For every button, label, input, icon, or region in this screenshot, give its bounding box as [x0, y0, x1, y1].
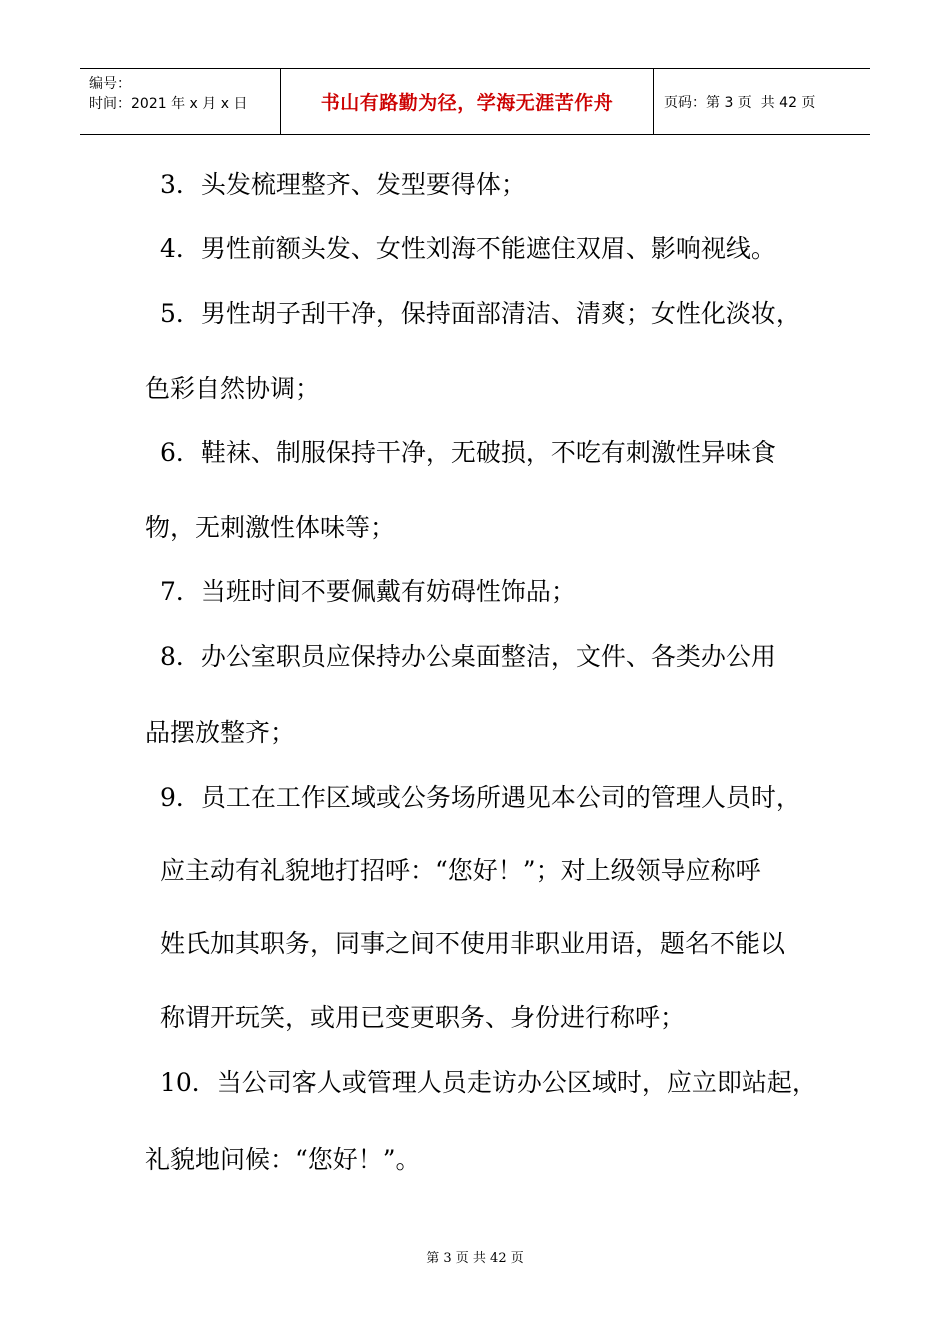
paragraph-line: 礼貌地问候：“您好！”。	[145, 1145, 421, 1174]
header-page-info	[654, 69, 870, 134]
paragraph-line: 4．男性前额头发、女性刘海不能遮住双眉、影响视线。	[160, 234, 776, 263]
paragraph-line: 品摆放整齐；	[145, 718, 296, 747]
paragraph-line: 物，无刺激性体味等；	[145, 513, 396, 542]
page-footer	[0, 1247, 950, 1266]
footer-page-number: 第 3 页 共 42 页	[426, 1251, 524, 1266]
paragraph-line: 姓氏加其职务，同事之间不使用非职业用语，题名不能以	[160, 929, 786, 958]
page-header	[80, 68, 870, 135]
paragraph-line: 7．当班时间不要佩戴有妨碍性饰品；	[160, 577, 576, 606]
paragraph-line: 色彩自然协调；	[145, 374, 321, 403]
paragraph-line: 10．当公司客人或管理人员走访办公区域时，应立即站起，	[160, 1068, 817, 1097]
paragraph-line: 8．办公室职员应保持办公桌面整洁，文件、各类办公用	[160, 642, 776, 671]
document-time-label: 时间：2021 年 x 月 x 日	[89, 96, 248, 112]
header-meta	[80, 69, 281, 134]
paragraph-line: 6．鞋袜、制服保持干净，无破损，不吃有刺激性异味食	[160, 438, 776, 467]
paragraph-line: 9．员工在工作区域或公务场所遇见本公司的管理人员时，	[160, 783, 801, 812]
paragraph-line: 应主动有礼貌地打招呼：“您好！”；对上级领导应称呼	[160, 856, 761, 885]
paragraph-line: 5．男性胡子刮干净，保持面部清洁、清爽；女性化淡妆，	[160, 299, 801, 328]
paragraph-line: 称谓开玩笑，或用已变更职务、身份进行称呼；	[160, 1003, 686, 1032]
header-page-info-text: 页码：第 3 页 共 42 页	[664, 94, 816, 111]
paragraph-line: 3．头发梳理整齐、发型要得体；	[160, 170, 526, 199]
document-number-label: 编号：	[89, 76, 131, 92]
header-motto: 书山有路勤为径，学海无涯苦作舟	[281, 69, 654, 134]
